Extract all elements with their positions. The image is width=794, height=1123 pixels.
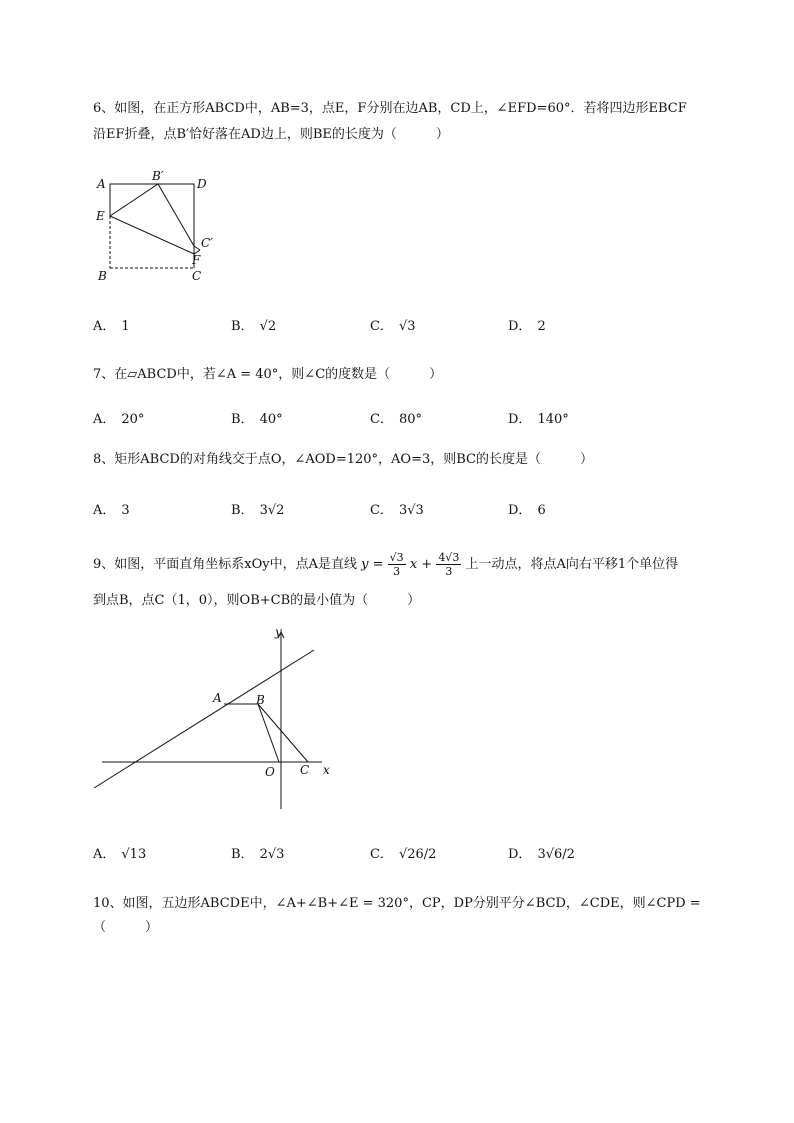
q9-option-b[interactable]: B． 2√3 — [231, 847, 285, 862]
q6-figure — [92, 168, 232, 286]
q8-option-c[interactable]: C． 3√3 — [370, 503, 424, 518]
q6-label-e: E — [96, 209, 105, 223]
q7-option-d[interactable]: D． 140° — [508, 412, 569, 427]
q9-text-line1: 9、如图，平面直角坐标系xOy中，点A是直线 y = $\frac{√3}{3}$ x + $\frac{4√3}{3}$ 上一动点，将点A向右平移1个单位得 — [93, 551, 679, 578]
q9-figure — [92, 624, 342, 814]
q6-label-d: D — [197, 177, 207, 191]
q9-label-o: O — [265, 765, 275, 779]
q6-label-f: F — [192, 253, 201, 267]
q9-label-y: y — [275, 625, 282, 639]
q7-option-b[interactable]: B． 40° — [231, 412, 283, 427]
q7-option-a[interactable]: A． 20° — [93, 412, 145, 427]
q9-option-a[interactable]: A． √13 — [93, 847, 147, 862]
q6-label-a: A — [97, 177, 106, 191]
q9-label-c: C — [300, 763, 310, 777]
q6-square-top — [110, 184, 194, 268]
q6-label-b: B — [98, 269, 107, 283]
q6-text-line2: 沿EF折叠，点B′恰好落在AD边上，则BE的长度为（ ） — [93, 127, 449, 142]
q9-segment-bc — [258, 704, 308, 762]
q9-label-b: B — [256, 693, 265, 707]
q6-option-a[interactable]: A． 1 — [93, 319, 130, 334]
q8-text: 8、矩形ABCD的对角线交于点O，∠AOD=120°，AO=3，则BC的长度是（ ） — [93, 452, 593, 467]
q9-option-d[interactable]: D． 3√6/2 — [508, 847, 575, 862]
q6-option-c[interactable]: C． √3 — [370, 319, 416, 334]
q7-option-c[interactable]: C． 80° — [370, 412, 422, 427]
q8-option-b[interactable]: B． 3√2 — [231, 503, 285, 518]
q7-text: 7、在▱ABCD中，若∠A = 40°，则∠C的度数是（ ） — [93, 367, 443, 382]
q6-option-b[interactable]: B． √2 — [231, 319, 277, 334]
q7-options — [93, 408, 693, 430]
q9-segment-bo — [258, 704, 279, 762]
q8-options — [93, 499, 693, 521]
q6-options — [93, 315, 693, 337]
q9-option-c[interactable]: C． √26/2 — [370, 847, 437, 862]
q8-option-d[interactable]: D． 6 — [508, 503, 546, 518]
q6-label-b1: B′ — [152, 169, 164, 183]
q6-folded-quad — [110, 184, 194, 254]
q6-text-line1: 6、如图，在正方形ABCD中，AB=3，点E，F分别在边AB，CD上，∠EFD=60°．若将四边形EBCF — [93, 101, 687, 116]
q9-text-line2: 到点B，点C（1，0），则OB+CB的最小值为（ ） — [93, 593, 421, 608]
q10-text-line2: （ ） — [93, 920, 159, 935]
q6-option-d[interactable]: D． 2 — [508, 319, 546, 334]
q10-text-line1: 10、如图，五边形ABCDE中，∠A+∠B+∠E = 320°，CP，DP分别平分∠BCD，∠CDE，则∠CPD = — [93, 896, 701, 911]
q9-label-x: x — [323, 763, 330, 777]
q6-label-c: C — [192, 269, 202, 283]
q6-label-c1: C′ — [201, 236, 213, 250]
q9-label-a: A — [213, 691, 222, 705]
q8-option-a[interactable]: A． 3 — [93, 503, 130, 518]
q9-options — [93, 843, 693, 865]
q9-equation: y = $\frac{√3}{3}$ x + $\frac{4√3}{3}$ — [361, 551, 460, 578]
